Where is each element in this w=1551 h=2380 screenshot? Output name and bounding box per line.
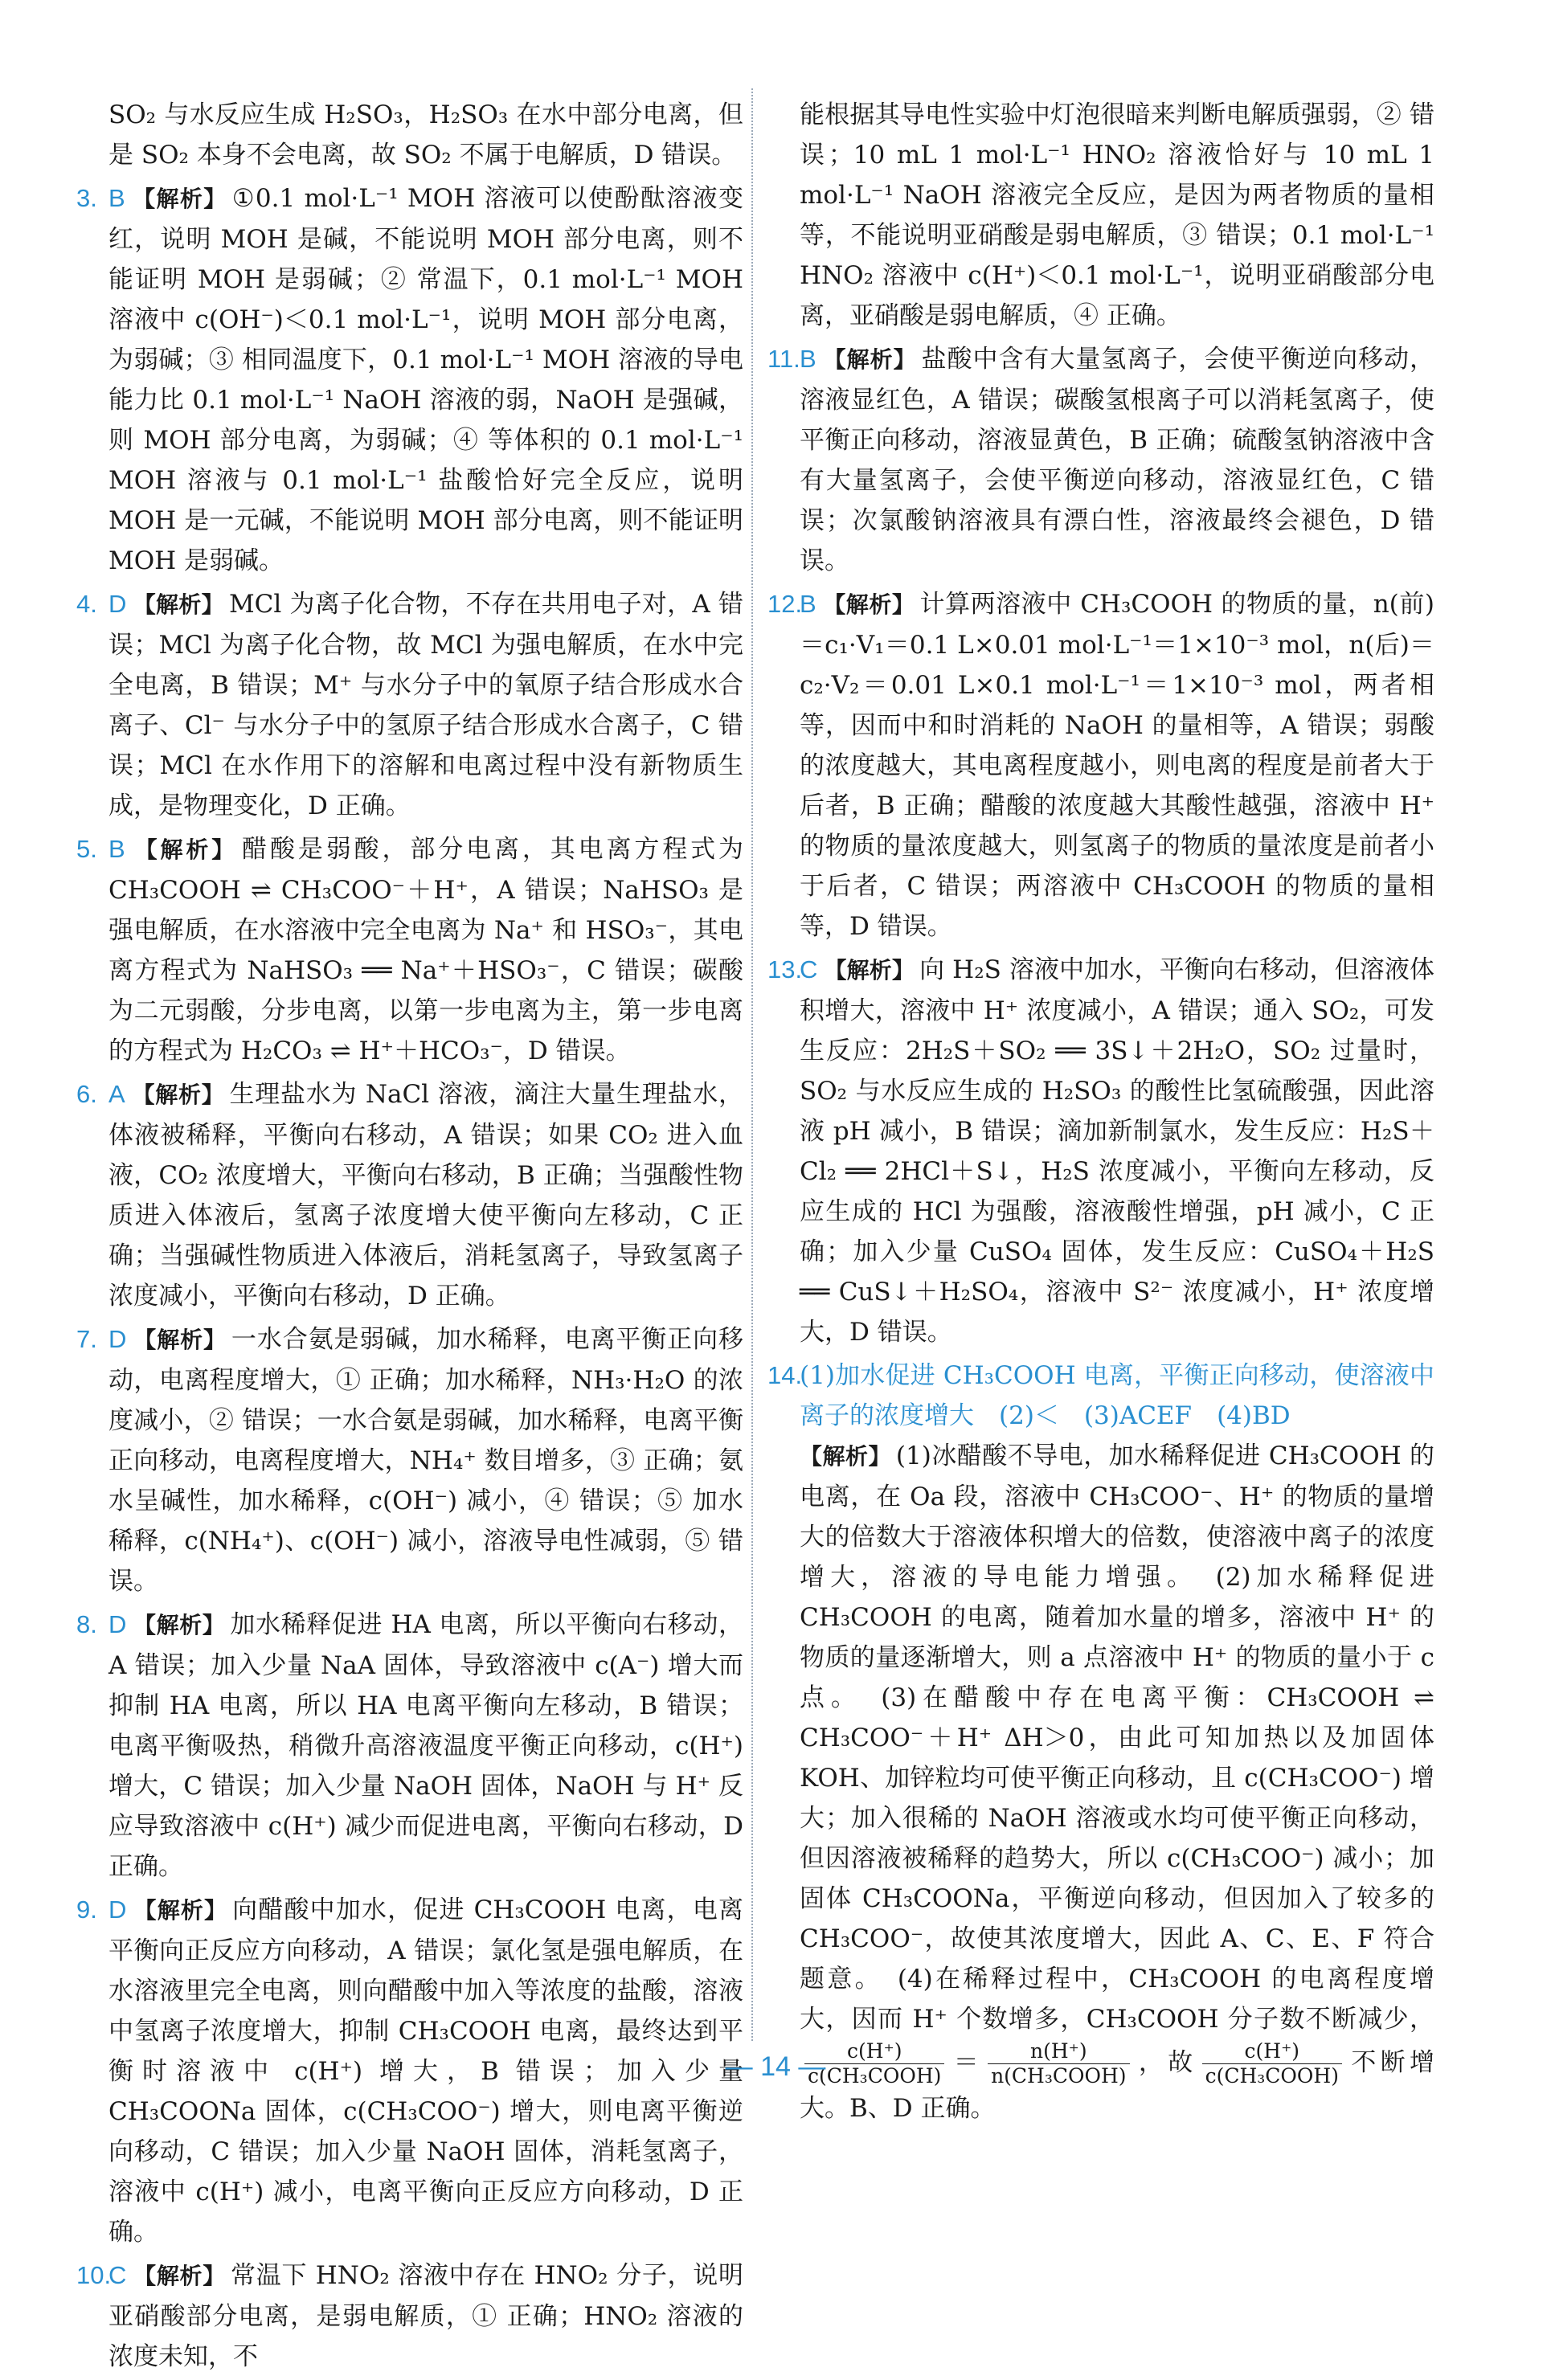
answer-item-6 [76, 1074, 743, 1316]
item-answer: C [800, 955, 818, 983]
answer-item-8 [76, 1605, 743, 1887]
analysis-label: 【解析】 [133, 1897, 228, 1924]
fraction-numerator: n(H⁺) [988, 2039, 1129, 2064]
item-answer: B [108, 184, 125, 212]
analysis-label: 【解析】 [822, 591, 915, 618]
item-answer: B [800, 345, 816, 373]
analysis-label: 【解析】 [133, 2263, 227, 2289]
item-answer: D [108, 1610, 127, 1638]
answer-item-5 [76, 829, 743, 1071]
item-text: 醋酸是弱酸，部分电离，其电离方程式为 CH₃COOH ⇌ CH₃COO⁻＋H⁺，A 错误；NaHSO₃ 是强电解质，在水溶液中完全电离为 Na⁺ 和 HSO₃⁻，其电离方程式为 NaHSO₃ ══ Na⁺＋HSO₃⁻，C 错误；碳酸为二元弱酸，分步电离，以第一步电离为主，第一步电离的方程式为 H₂CO₃ ⇌ H⁺＋HCO₃⁻，D 错误。 [108, 835, 743, 1065]
item-text: 向醋酸中加水，促进 CH₃COOH 电离，电离平衡向正反应方向移动，A 错误；氯化氢是强电解质，在水溶液里完全电离，则向醋酸中加入等浓度的盐酸，溶液中氢离子浓度增大，抑制 CH₃COOH 电离，最终达到平衡时溶液中 c(H⁺) 增大，B 错误；加入少量 CH₃COONa 固体，c(CH₃COO⁻) 增大，则电离平衡逆向移动，C 错误；加入少量 NaOH 固体，消耗氢离子，溶液中 c(H⁺) 减小，电离平衡向正反应方向移动，D 正确。 [108, 1895, 743, 2247]
analysis-label: 【解析】 [800, 1443, 891, 1470]
item-text: 盐酸中含有大量氢离子，会使平衡逆向移动，溶液显红色，A 错误；碳酸氢根离子可以消耗氢离子，使平衡正向移动，溶液显黄色，B 正确；硫酸氢钠溶液中含有大量氢离子，会使平衡逆向移动，溶液显红色，C 错误；次氯酸钠溶液具有漂白性，溶液最终会褪色，D 错误。 [800, 345, 1434, 575]
item-text: 加水稀释促进 HA 电离，所以平衡向右移动，A 错误；加入少量 NaA 固体，导致溶液中 c(A⁻) 增大而抑制 HA 电离，所以 HA 电离平衡向左移动，B 错误；电离平衡吸热，稍微升高溶液温度平衡正向移动，c(H⁺) 增大，C 错误；加入少量 NaOH 固体，NaOH 与 H⁺ 反应导致溶液中 c(H⁺) 减少而促进电离，平衡向右移动，D 正确。 [108, 1610, 743, 1881]
analysis-label: 【解析】 [822, 346, 917, 373]
item-number: 3. [76, 184, 97, 212]
answer-item-14 [767, 1356, 1434, 2129]
item-number: 4. [76, 590, 97, 618]
equals-sign: ＝ [949, 2048, 984, 2077]
answer-item-3 [76, 178, 743, 581]
analysis-label: 【解析】 [131, 186, 227, 212]
item-text: 常温下 HNO₂ 溶液中存在 HNO₂ 分子，说明亚硝酸部分电离，是弱电解质，① 正确；HNO₂ 溶液的浓度未知，不 [108, 2261, 743, 2371]
item-answer: D [108, 1895, 127, 1924]
item-answer: A [108, 1080, 125, 1108]
item-number: 8. [76, 1610, 97, 1638]
answer-item-13 [767, 950, 1434, 1352]
fraction-denominator: c(CH₃COOH) [1205, 2064, 1339, 2088]
item-number: 5. [76, 835, 97, 863]
answer-item-11 [767, 339, 1434, 581]
item-answer: B [800, 590, 816, 618]
item-text: MCl 为离子化合物，不存在共用电子对，A 错误；MCl 为离子化合物，故 MCl 为强电解质，在水中完全电离，B 错误；M⁺ 与水分子中的氧原子结合形成水合离子、Cl⁻ 与水分子中的氢原子结合形成水合离子，C 错误；MCl 在水作用下的溶解和电离过程中没有新物质生成，是物理变化，D 正确。 [108, 590, 743, 820]
column-divider [751, 88, 753, 2041]
answer-item-12 [767, 584, 1434, 947]
item-answer: D [108, 1325, 127, 1353]
analysis-label: 【解析】 [131, 836, 238, 863]
item-number: 11. [767, 345, 800, 373]
fraction-numerator: c(H⁺) [1202, 2039, 1342, 2064]
answer-item-7 [76, 1319, 743, 1601]
answer-item-10 [76, 2255, 743, 2377]
fraction-numerator: c(H⁺) [804, 2039, 944, 2064]
item-number: 14. [767, 1361, 803, 1389]
analysis-label: 【解析】 [824, 957, 915, 983]
item-answer: (1)加水促进 CH₃COOH 电离，平衡正向移动，使溶液中离子的浓度增大 (2)＜ (3)ACEF (4)BD [800, 1361, 1434, 1430]
item-text: 生理盐水为 NaCl 溶液，滴注大量生理盐水，体液被稀释，平衡向右移动，A 错误；如果 CO₂ 进入血液，CO₂ 浓度增大，平衡向右移动，B 正确；当强酸性物质进入体液后，氢离子浓度增大使平衡向左移动，C 正确；当强碱性物质进入体液后，消耗氢离子，导致氢离子浓度减小，平衡向右移动，D 正确。 [108, 1080, 743, 1311]
item-text: 一水合氨是弱碱，加水稀释，电离平衡正向移动，电离程度增大，① 正确；加水稀释，NH₃·H₂O 的浓度减小，② 错误；一水合氨是弱碱，加水稀释，电离平衡正向移动，电离程度增大，NH₄⁺ 数目增多，③ 正确；氨水呈碱性，加水稀释，c(OH⁻) 减小，④ 错误；⑤ 加水稀释，c(NH₄⁺)、c(OH⁻) 减小，溶液导电性减弱，⑤ 错误。 [108, 1325, 743, 1596]
fraction-denominator: c(CH₃COOH) [808, 2064, 942, 2088]
analysis-label: 【解析】 [133, 591, 224, 618]
conclusion-text: 不断增大。B、D 正确。 [800, 2048, 1435, 2123]
answer-item-2-cont [76, 95, 743, 175]
answer-item-4 [76, 584, 743, 826]
analysis-label: 【解析】 [133, 1327, 227, 1353]
item-answer: B [108, 835, 125, 863]
item-number: 13. [767, 955, 803, 983]
answer-item-10-cont [767, 95, 1434, 336]
item-number: 9. [76, 1895, 97, 1924]
item-number: 6. [76, 1080, 97, 1108]
item-analysis [800, 1436, 1434, 2129]
item-text: (1)冰醋酸不导电，加水稀释促进 CH₃COOH 的电离，在 Oa 段，溶液中 CH₃COO⁻、H⁺ 的物质的量增大的倍数大于溶液体积增大的倍数，使溶液中离子的浓度增大，溶液的导电能力增强。 (2)加水稀释促进 CH₃COOH 的电离，随着加水量的增多，溶液中 H⁺ 的物质的量逐渐增大，则 a 点溶液中 H⁺ 的物质的量小于 c 点。 (3)在醋酸中存在电离平衡：CH₃COOH ⇌ CH₃COO⁻＋H⁺ ΔH＞0，由此可知加热以及加固体 KOH、加锌粒均可使平衡正向移动，且 c(CH₃COO⁻) 增大；加入很稀的 NaOH 溶液或水均可使平衡正向移动，但因溶液被稀释的趋势大，所以 c(CH₃COO⁻) 减小；加固体 CH₃COONa，平衡逆向移动，但因加入了较多的 CH₃COO⁻，故使其浓度增大，因此 A、C、E、F 符合题意。 (4)在稀释过程中，CH₃COOH 的电离程度增大，因而 H⁺ 个数增多，CH₃COOH 分子数不断减少， [800, 1441, 1434, 2034]
analysis-label: 【解析】 [133, 1612, 226, 1638]
item-number: 7. [76, 1325, 97, 1353]
item-text: SO₂ 与水反应生成 H₂SO₃，H₂SO₃ 在水中部分电离，但是 SO₂ 本身不会电离，故 SO₂ 不属于电解质，D 错误。 [108, 100, 743, 170]
left-column [76, 95, 743, 2380]
conjunction-text: ，故 [1134, 2048, 1197, 2077]
item-text: 向 H₂S 溶液中加水，平衡向右移动，但溶液体积增大，溶液中 H⁺ 浓度减小，A 错误；通入 SO₂，可发生反应：2H₂S＋SO₂ ══ 3S↓＋2H₂O，SO₂ 过量时，SO₂ 与水反应生成的 H₂SO₃ 的酸性比氢硫酸强，因此溶液 pH 减小，B 错误；滴加新制氯水，发生反应：H₂S＋Cl₂ ══ 2HCl＋S↓，H₂S 浓度减小，平衡向左移动，反应生成的 HCl 为强酸，溶液酸性增强，pH 减小，C 正确；加入少量 CuSO₄ 固体，发生反应：CuSO₄＋H₂S ══ CuS↓＋H₂SO₄，溶液中 S²⁻ 浓度减小，H⁺ 浓度增大，D 错误。 [800, 955, 1434, 1347]
analysis-label: 【解析】 [131, 1082, 225, 1108]
item-text: ①0.1 mol·L⁻¹ MOH 溶液可以使酚酞溶液变红，说明 MOH 是碱，不能说明 MOH 部分电离，则不能证明 MOH 是弱碱；② 常温下，0.1 mol·L⁻¹ MOH 溶液中 c(OH⁻)＜0.1 mol·L⁻¹，说明 MOH 部分电离，为弱碱；③ 相同温度下，0.1 mol·L⁻¹ MOH 溶液的导电能力比 0.1 mol·L⁻¹ NaOH 溶液的弱，NaOH 是强碱，则 MOH 部分电离，为弱碱；④ 等体积的 0.1 mol·L⁻¹ MOH 溶液与 0.1 mol·L⁻¹ 盐酸恰好完全反应，说明 MOH 是一元碱，不能说明 MOH 部分电离，则不能证明 MOH 是弱碱。 [108, 184, 743, 575]
item-number: 12. [767, 590, 803, 618]
item-answer: C [108, 2261, 127, 2289]
item-number: 10. [76, 2261, 112, 2289]
item-answer: D [108, 590, 127, 618]
right-column [767, 95, 1434, 2132]
page-number: — 14 — [725, 2051, 826, 2082]
item-text: 能根据其导电性实验中灯泡很暗来判断电解质强弱，② 错误；10 mL 1 mol·L⁻¹ HNO₂ 溶液恰好与 10 mL 1 mol·L⁻¹ NaOH 溶液完全反应，是因为两者物质的量相等，不能说明亚硝酸是弱电解质，③ 错误；0.1 mol·L⁻¹ HNO₂ 溶液中 c(H⁺)＜0.1 mol·L⁻¹，说明亚硝酸部分电离，亚硝酸是弱电解质，④ 正确。 [800, 100, 1434, 330]
item-text: 计算两溶液中 CH₃COOH 的物质的量，n(前)＝c₁·V₁＝0.1 L×0.01 mol·L⁻¹＝1×10⁻³ mol，n(后)＝c₂·V₂＝0.01 L×0.1 mol·L⁻¹＝1×10⁻³ mol，两者相等，因而中和时消耗的 NaOH 的量相等，A 错误；弱酸的浓度越大，其电离程度越小，则电离的程度是前者大于后者，B 正确；醋酸的浓度越大其酸性越强，溶液中 H⁺ 的物质的量浓度越大，则氢离子的物质的量浓度是前者小于后者，C 错误；两溶液中 CH₃COOH 的物质的量相等，D 错误。 [800, 590, 1434, 941]
fraction-denominator: n(CH₃COOH) [991, 2064, 1127, 2088]
